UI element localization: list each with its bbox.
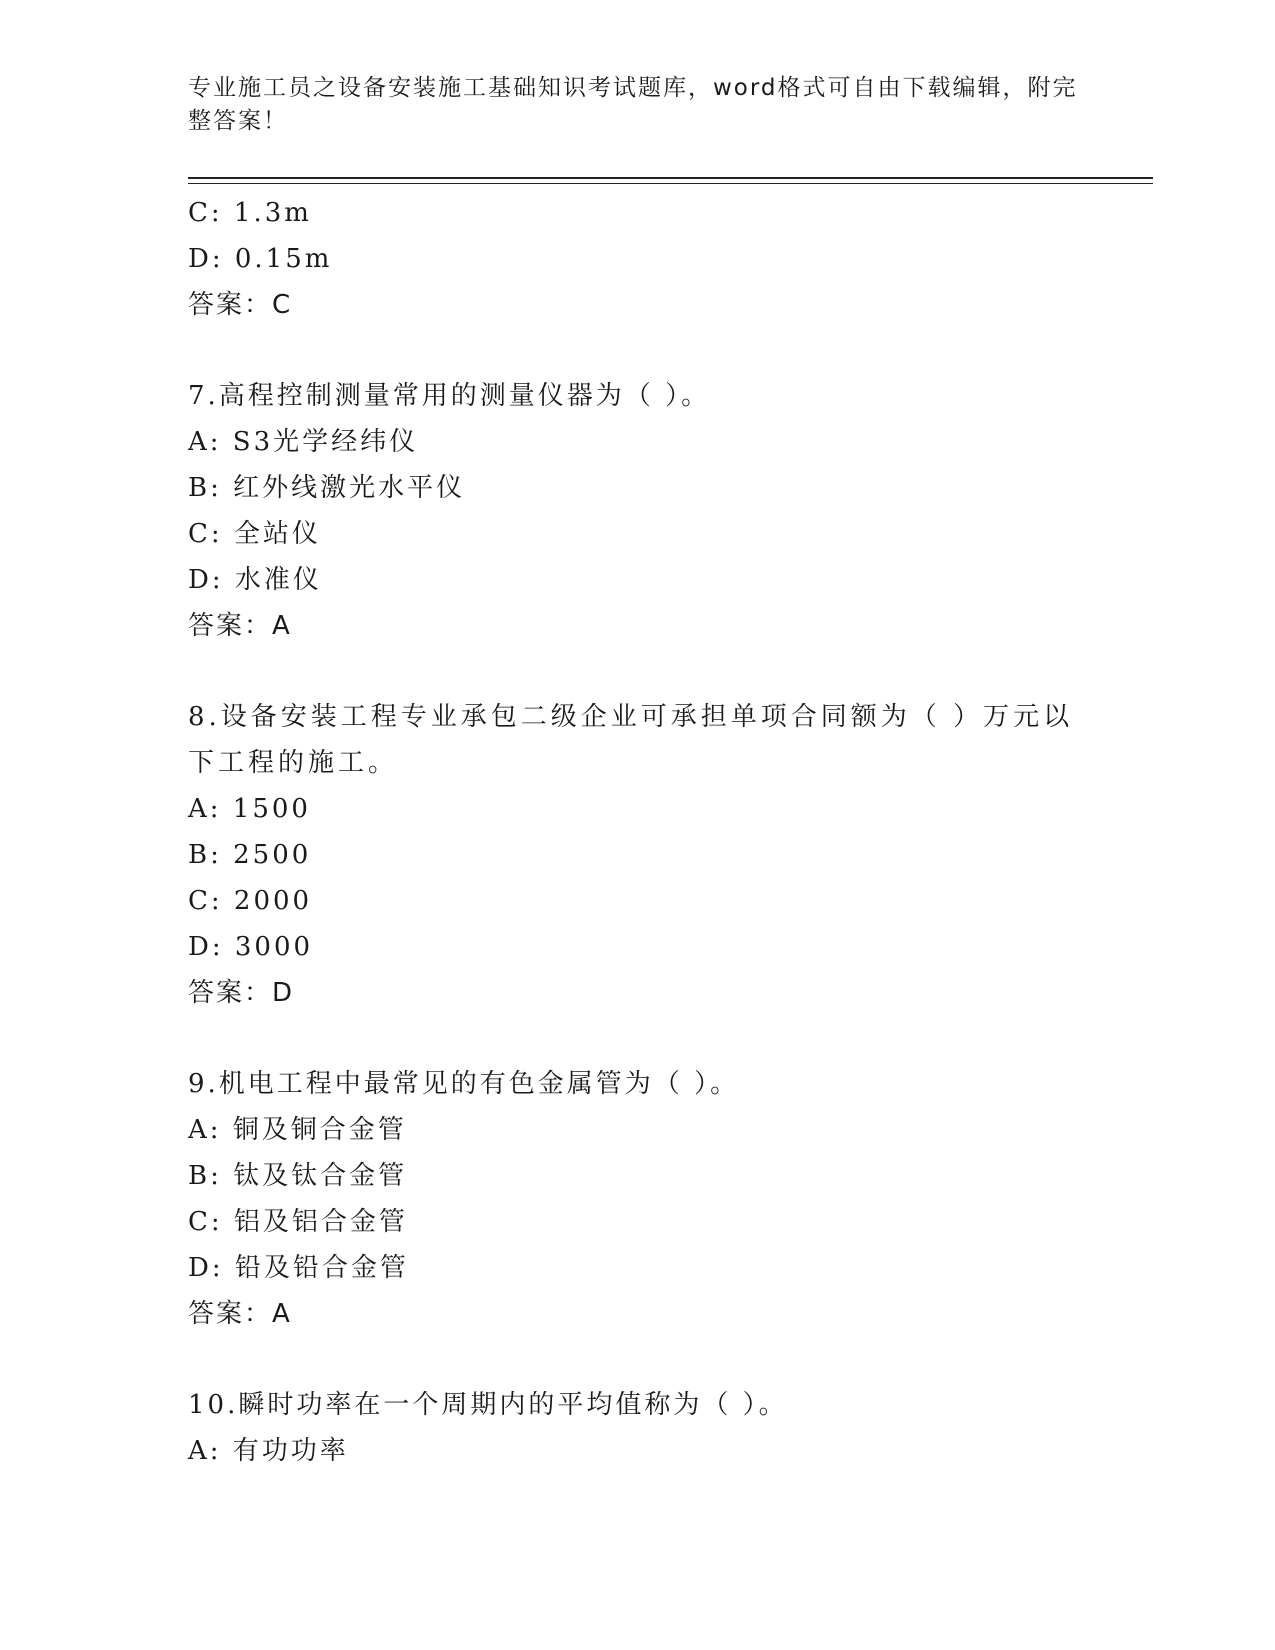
answer: 答案：A — [188, 1299, 292, 1329]
question-block-7 — [188, 373, 1088, 649]
option-b: B: 红外线激光水平仪 — [188, 473, 466, 503]
option-d: D: 水准仪 — [188, 565, 322, 595]
option-c: C: 1.3m — [188, 198, 312, 228]
document-header: 专业施工员之设备安装施工基础知识考试题库，word格式可自由下载编辑，附完整答案！ — [188, 75, 1078, 134]
option-c: C: 铝及铝合金管 — [188, 1207, 408, 1237]
question-block-10 — [188, 1382, 1088, 1474]
answer: 答案：A — [188, 611, 292, 641]
question-list — [188, 190, 1088, 1474]
option-d: D: 0.15m — [188, 244, 333, 274]
question-block-prev — [188, 190, 1088, 328]
answer: 答案：D — [188, 978, 295, 1008]
option-d: D: 3000 — [188, 932, 314, 962]
option-a: A: 1500 — [188, 794, 311, 824]
question-block-8 — [188, 694, 1088, 1016]
option-c: C: 2000 — [188, 886, 313, 916]
header-rule — [188, 177, 1153, 179]
option-b: B: 钛及钛合金管 — [188, 1161, 408, 1191]
question-text: 8.设备安装工程专业承包二级企业可承担单项合同额为（ ）万元以下工程的施工。 — [188, 702, 1074, 778]
option-a: A: 有功功率 — [188, 1436, 349, 1466]
question-text: 10.瞬时功率在一个周期内的平均值称为（ ）。 — [188, 1390, 788, 1420]
question-block-9 — [188, 1061, 1088, 1337]
option-a: A: 铜及铜合金管 — [188, 1115, 407, 1145]
option-b: B: 2500 — [188, 840, 312, 870]
option-d: D: 铅及铅合金管 — [188, 1253, 409, 1283]
header-rule-thin — [188, 183, 1153, 184]
option-a: A: S3光学经纬仪 — [188, 427, 419, 457]
question-text: 9.机电工程中最常见的有色金属管为（ ）。 — [188, 1069, 740, 1099]
question-text: 7.高程控制测量常用的测量仪器为（ ）。 — [188, 381, 711, 411]
option-c: C: 全站仪 — [188, 519, 321, 549]
answer: 答案：C — [188, 290, 293, 320]
